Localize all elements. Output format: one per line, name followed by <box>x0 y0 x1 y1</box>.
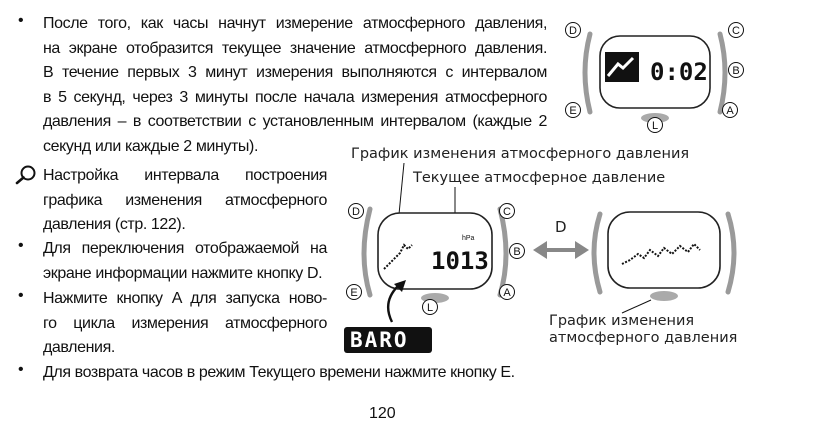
text-line: В течение первых 3 минут измерения выполняются с интервалом <box>43 64 547 81</box>
svg-text:L: L <box>426 302 434 314</box>
bullet: • <box>18 361 24 378</box>
text-line: в 5 секунд, через 3 минуты после начала измерения атмосферного <box>43 88 547 106</box>
text-line: Для возврата часов в режим Текущего времени нажмите кнопку E. <box>43 364 515 381</box>
curved-arrow-icon <box>382 278 412 324</box>
text-line: секунд или каждые 2 минуты). <box>43 137 259 155</box>
svg-text:C: C <box>732 25 740 37</box>
unit-label: hPa <box>462 235 475 242</box>
double-arrow-icon <box>533 238 589 262</box>
svg-text:C: C <box>503 206 511 218</box>
watch-top <box>560 18 750 136</box>
svg-text:D: D <box>352 206 360 218</box>
arrow-label: D <box>555 218 567 236</box>
text-line: давления. <box>43 339 115 356</box>
text-line: давления – в соответствии с установленным интервалом (каждые 2 <box>43 113 547 130</box>
svg-text:B: B <box>732 65 740 77</box>
text-line: Нажмите кнопку A для запуска ново- <box>43 290 327 307</box>
caption-graph-top: График изменения атмосферного давления <box>351 146 690 162</box>
watch-right <box>588 200 740 310</box>
svg-text:B: B <box>513 246 521 258</box>
caption-graph-bottom-2: атмосферного давления <box>549 330 738 346</box>
caption-current-pressure: Текущее атмосферное давление <box>413 170 666 186</box>
text-line: на экране отобразится текущее значение атмосферного давления. <box>43 39 547 57</box>
svg-text:A: A <box>503 287 511 299</box>
svg-text:A: A <box>726 105 734 117</box>
bullet: • <box>18 287 24 304</box>
watch-left <box>340 195 530 315</box>
page-number: 120 <box>369 405 396 422</box>
pressure-value: 1013 <box>431 247 489 275</box>
text-line: После того, как часы начнут измерение атмосферного давления, <box>43 15 547 32</box>
text-line: экране информации нажмите кнопку D. <box>43 264 323 282</box>
svg-text:D: D <box>569 25 577 37</box>
svg-text:E: E <box>569 105 577 117</box>
bullet: • <box>18 237 24 254</box>
mode-label-box <box>344 327 432 353</box>
text-line: графика изменения атмосферного <box>43 191 327 209</box>
svg-text:E: E <box>350 287 358 299</box>
display-time: 0:02 <box>650 58 708 86</box>
caption-graph-bottom-1: График изменения <box>549 313 695 329</box>
text-line: Настройка интервала построения <box>43 167 327 184</box>
mode-label: BARO <box>350 328 409 352</box>
bullet: • <box>18 12 24 29</box>
text-line: Для переключения отображаемой на <box>43 240 327 257</box>
text-line: давления (стр. 122). <box>43 216 186 233</box>
text-line: го цикла измерения атмосферного <box>43 314 327 332</box>
svg-text:L: L <box>651 120 659 132</box>
